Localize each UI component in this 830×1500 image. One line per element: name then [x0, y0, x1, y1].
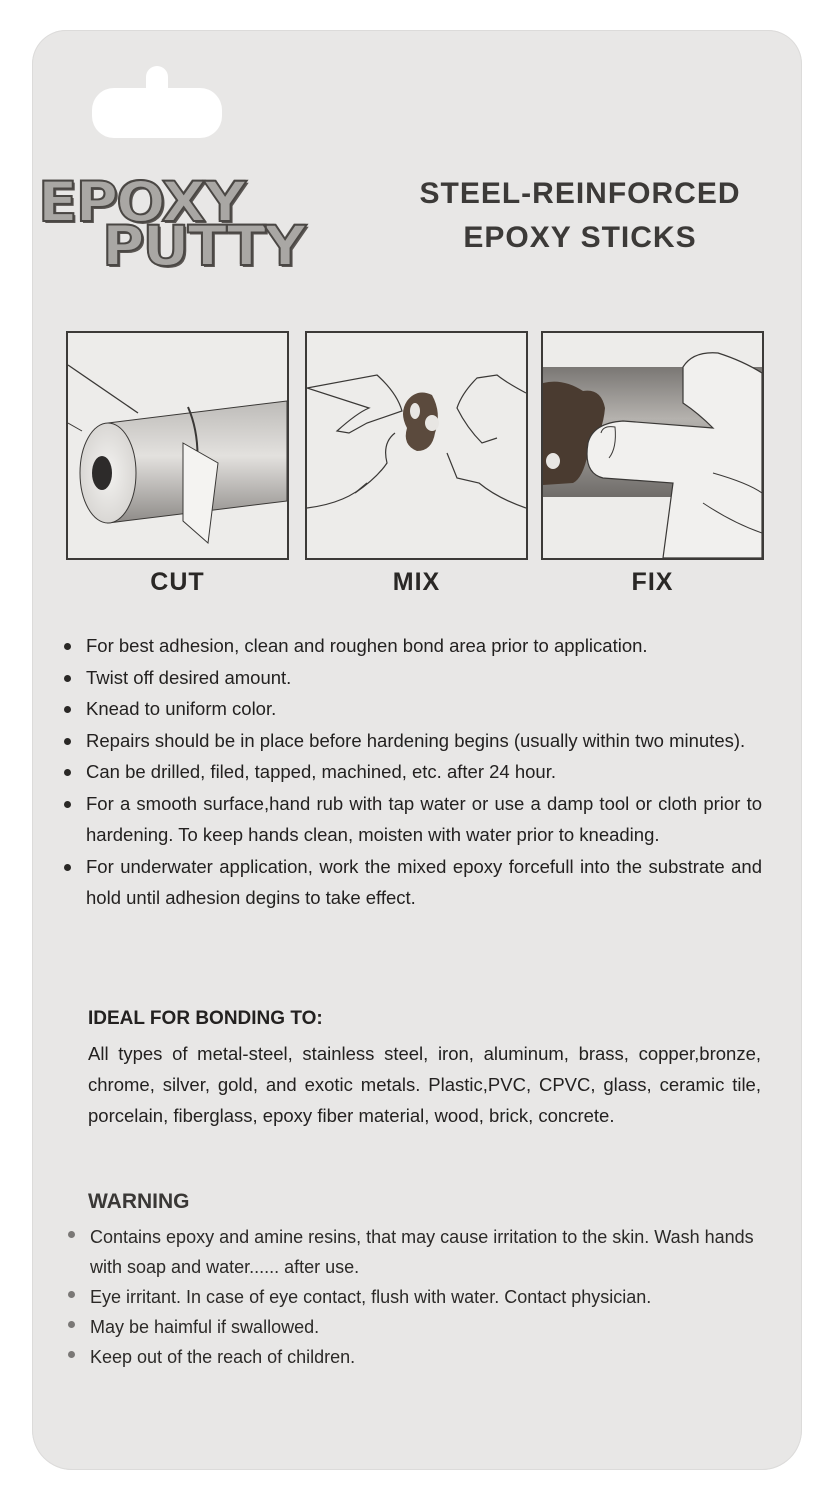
warning-item: Eye irritant. In case of eye contact, flush with water. Contact physician.: [66, 1282, 766, 1312]
step-label-mix: MIX: [392, 568, 441, 596]
brand-logo: [38, 168, 368, 278]
warning-item: May be haimful if swallowed.: [66, 1312, 766, 1342]
instruction-item: Knead to uniform color.: [62, 693, 762, 725]
cut-illustration-icon: [66, 331, 289, 560]
step-cut: [66, 331, 289, 597]
logo-line-2: PUTTY: [102, 213, 305, 279]
step-mix: [305, 331, 528, 597]
instruction-item: For underwater application, work the mixed epoxy forcefull into the substrate and hold until adhesion degins to take effect.: [62, 851, 762, 914]
subtitle-line-1: STEEL-REINFORCED: [419, 177, 741, 210]
bonding-materials-text: All types of metal-steel, stainless steel, iron, aluminum, brass, copper,bronze, chrome, silver, gold, and exotic metals. Plastic,PVC, CPVC, glass, ceramic tile, porcelain, fiberglass, epoxy fiber material, wood, brick, concrete.: [88, 1043, 761, 1126]
instruction-item: For a smooth surface,hand rub with tap water or use a damp tool or cloth prior to hardening. To keep hands clean, moisten with water prior to kneading.: [62, 788, 762, 851]
logo-line-1: EPOXY: [38, 169, 245, 235]
mix-illustration-icon: [305, 331, 528, 560]
instruction-item: Twist off desired amount.: [62, 662, 762, 694]
step-label-fix: FIX: [631, 568, 674, 596]
step-fix: [541, 331, 764, 597]
instruction-item: Can be drilled, filed, tapped, machined, etc. after 24 hour.: [62, 756, 762, 788]
bonding-heading: IDEAL FOR BONDING TO:: [88, 1008, 323, 1029]
instruction-item: For best adhesion, clean and roughen bond area prior to application.: [62, 630, 762, 662]
usage-steps: [66, 331, 766, 596]
step-label-cut: CUT: [150, 568, 205, 596]
warning-list: [66, 1222, 766, 1372]
warning-item: Contains epoxy and amine resins, that may cause irritation to the skin. Wash hands with soap and water...... after use.: [66, 1222, 766, 1282]
instructions-list: [62, 630, 762, 914]
warning-heading: WARNING: [88, 1190, 190, 1213]
instruction-item: Repairs should be in place before hardening begins (usually within two minutes).: [62, 725, 762, 757]
warning-item: Keep out of the reach of children.: [66, 1342, 766, 1372]
subtitle-line-2: EPOXY STICKS: [463, 221, 697, 254]
hang-hole: [92, 88, 222, 138]
product-subtitle: [380, 172, 780, 260]
fix-illustration-icon: [541, 331, 764, 560]
